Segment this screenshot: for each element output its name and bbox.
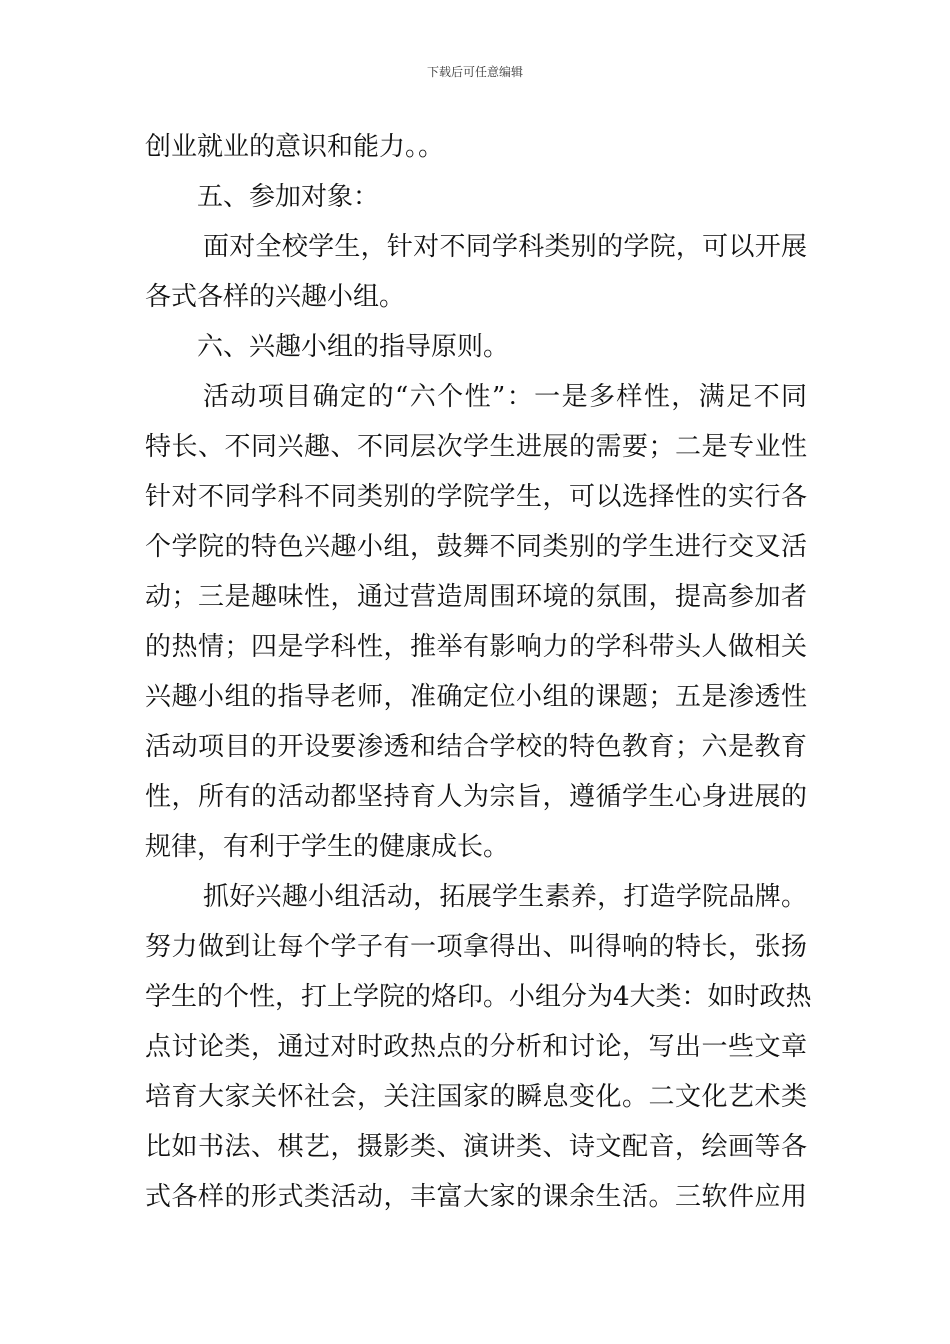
text-line: 活动项目确定的“六个性”：一是多样性，满足不同 xyxy=(203,382,807,412)
section-heading: 六、兴趣小组的指导原则。 xyxy=(197,332,510,362)
text-line: 活动项目的开设要渗透和结合学校的特色教育；六是教育 xyxy=(145,732,807,762)
text-line: 特长、不同兴趣、不同层次学生进展的需要；二是专业性 xyxy=(145,432,807,462)
document-body xyxy=(145,122,812,1222)
text-line: 各式各样的兴趣小组。 xyxy=(145,282,406,312)
text-line: 规律，有利于学生的健康成长。 xyxy=(145,832,510,862)
text-line: 抓好兴趣小组活动，拓展学生素养，打造学院品牌。 xyxy=(203,882,807,912)
text-line: 的热情；四是学科性，推举有影响力的学科带头人做相关 xyxy=(145,632,807,662)
text-line: 性，所有的活动都坚持育人为宗旨，遵循学生心身进展的 xyxy=(145,782,807,812)
text-line: 针对不同学科不同类别的学院学生，可以选择性的实行各 xyxy=(145,482,807,512)
text-line: 点讨论类，通过对时政热点的分析和讨论，写出一些文章 xyxy=(145,1032,807,1062)
text-line: 面对全校学生，针对不同学科类别的学院，可以开展 xyxy=(203,232,807,262)
text-line: 兴趣小组的指导老师，准确定位小组的课题；五是渗透性 xyxy=(145,682,807,712)
page-header: 下载后可任意编辑 xyxy=(426,65,523,79)
text-line: 比如书法、棋艺，摄影类、演讲类、诗文配音，绘画等各 xyxy=(145,1132,807,1162)
text-line: 个学院的特色兴趣小组，鼓舞不同类别的学生进行交叉活 xyxy=(145,532,807,562)
text-line: 培育大家关怀社会，关注国家的瞬息变化。二文化艺术类 xyxy=(145,1082,807,1112)
section-heading: 五、参加对象： xyxy=(197,182,380,212)
text-line: 创业就业的意识和能力。。 xyxy=(145,132,445,162)
text-line: 式各样的形式类活动，丰富大家的课余生活。三软件应用 xyxy=(145,1182,807,1212)
text-line: 动；三是趣味性，通过营造周围环境的氛围，提高参加者 xyxy=(145,582,807,612)
text-line: 努力做到让每个学子有一项拿得出、叫得响的特长，张扬 xyxy=(145,932,807,962)
text-line: 学生的个性，打上学院的烙印。小组分为4大类：如时政热 xyxy=(145,982,812,1012)
